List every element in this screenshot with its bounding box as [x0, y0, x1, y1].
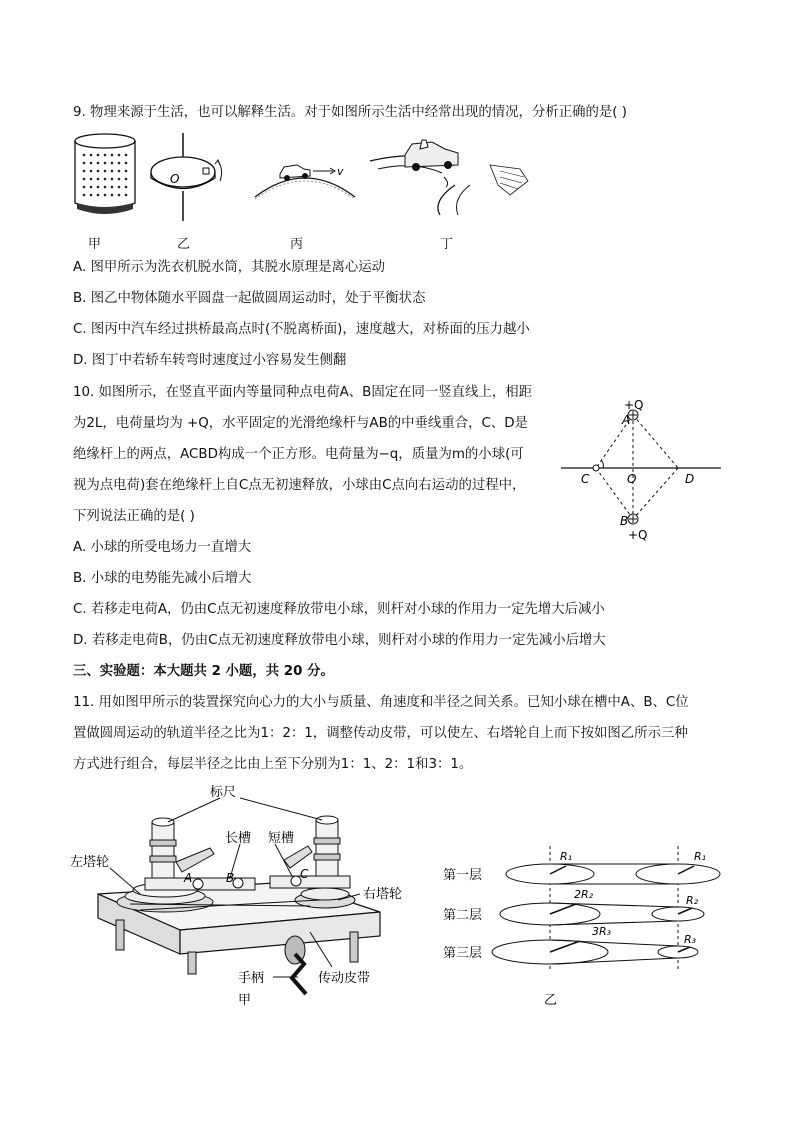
q10-stem-line-1: 10. 如图所示，在竖直平面内等量同种点电荷A、B固定在同一竖直线上，相距 — [73, 385, 533, 400]
label-top-charge: +Q — [624, 398, 644, 412]
layer-1-pulleys — [506, 864, 720, 884]
section-heading: 三、实验题：本大题共 2 小题，共 20 分。 — [73, 664, 334, 679]
caption-fig-yi: 乙 — [544, 993, 558, 1008]
caption-jia: 甲 — [88, 237, 102, 252]
label-layer-3: 第三层 — [443, 946, 483, 961]
left-ruler-cylinder — [150, 818, 176, 878]
short-groove — [270, 876, 350, 888]
caption-ding: 丁 — [440, 237, 454, 252]
label-ruler: 标尺 — [210, 785, 237, 800]
ball-b — [233, 878, 243, 888]
q11-stem-line-1: 11. 用如图甲所示的装置探究向心力的大小与质量、角速度和半径之间关系。已知小球在槽中A、B、C位 — [73, 695, 689, 710]
label-r3-left: 3R₃ — [592, 925, 612, 938]
label-pos-c: C — [300, 867, 309, 881]
label-belt: 传动皮带 — [318, 971, 371, 986]
q10-option-b: B. 小球的电势能先减小后增大 — [73, 571, 252, 586]
caption-yi: 乙 — [177, 237, 191, 252]
label-bottom-charge: +Q — [628, 528, 648, 542]
caption-bing: 丙 — [290, 237, 304, 252]
pulley-layers-figure — [440, 840, 740, 1010]
label-r3-right: R₃ — [684, 933, 697, 946]
right-ruler-cylinder — [314, 816, 340, 876]
q9-option-a: A. 图甲所示为洗衣机脱水筒，其脱水原理是离心运动 — [73, 260, 386, 275]
ball-a — [193, 879, 203, 889]
q9-option-b: B. 图乙中物体随水平圆盘一起做圆周运动时，处于平衡状态 — [73, 291, 426, 306]
q9-stem: 9. 物理来源于生活，也可以解释生活。对于如图所示生活中经常出现的情况，分析正确的是( ) — [73, 105, 627, 120]
q11-stem-line-3: 方式进行组合，每层半径之比由上至下分别为1：1、2：1和3：1。 — [73, 757, 473, 772]
label-r2-left: 2R₂ — [574, 888, 594, 901]
label-short-groove: 短槽 — [268, 831, 295, 846]
layer-3-pulleys — [492, 940, 698, 964]
q10-charge-diagram — [556, 395, 726, 545]
ruler-leader-right — [240, 798, 322, 820]
q10-stem-line-5: 下列说法正确的是( ) — [73, 509, 195, 524]
q11-stem-line-2: 置做圆周运动的轨道半径之比为1：2：1，调整传动皮带，可以使左、右塔轮自上而下按如图乙所示三种 — [73, 726, 688, 741]
q10-option-d: D. 若移走电荷B，仍由C点无初速度释放带电小球，则杆对小球的作用力一定先减小后增大 — [73, 633, 606, 648]
q10-option-c: C. 若移走电荷A，仍由C点无初速度释放带电小球，则杆对小球的作用力一定先增大后减小 — [73, 602, 605, 617]
label-pos-b: B — [226, 871, 235, 885]
q10-option-a: A. 小球的所受电场力一直增大 — [73, 540, 252, 555]
label-d: D — [685, 472, 695, 486]
label-c: C — [581, 472, 590, 486]
q9-option-c: C. 图丙中汽车经过拱桥最高点时(不脱离桥面)，速度越大，对桥面的压力越小 — [73, 322, 530, 337]
label-b: B — [620, 514, 629, 528]
ruler-leader-left — [168, 798, 220, 822]
q9-option-d: D. 图丁中若轿车转弯时速度过小容易发生侧翻 — [73, 353, 347, 368]
label-handle: 手柄 — [238, 971, 265, 986]
charge-b — [628, 514, 638, 524]
q9-figures — [60, 125, 530, 225]
q10-stem-line-3: 绝缘杆上的两点，ACBD构成一个正方形。电荷量为−q，质量为m的小球(可 — [73, 447, 524, 462]
label-r1-left: R₁ — [560, 850, 573, 863]
label-layer-1: 第一层 — [443, 868, 483, 883]
arch-bridge-figure — [255, 165, 355, 199]
label-r1-right: R₁ — [694, 850, 707, 863]
label-pos-a: A — [184, 871, 193, 885]
label-left-tower: 左塔轮 — [70, 855, 110, 870]
crank-handle — [285, 936, 306, 994]
label-long-groove: 长槽 — [225, 831, 252, 846]
label-a: A — [622, 413, 631, 427]
label-r2-right: R₂ — [686, 894, 699, 907]
label-o: O — [627, 472, 637, 486]
label-layer-2: 第二层 — [443, 908, 483, 923]
spin-drum-figure — [75, 134, 135, 214]
caption-fig-jia: 甲 — [238, 993, 252, 1008]
small-ball — [593, 465, 599, 471]
q10-stem-line-4: 视为点电荷)套在绝缘杆上自C点无初速释放，小球由C点向右运动的过程中， — [73, 478, 526, 493]
rotating-disc-figure — [151, 133, 222, 221]
disc-center-label: O — [170, 172, 180, 186]
layer-2-pulleys — [500, 903, 704, 925]
q10-stem-line-2: 为2L，电荷量均为 +Q，水平固定的光滑绝缘杆与AB的中垂线重合，C、D是 — [73, 416, 528, 431]
turning-car-figure — [370, 140, 528, 215]
apparatus-figure — [70, 782, 420, 1012]
label-right-tower: 右塔轮 — [363, 887, 403, 902]
velocity-label: v — [337, 165, 344, 178]
